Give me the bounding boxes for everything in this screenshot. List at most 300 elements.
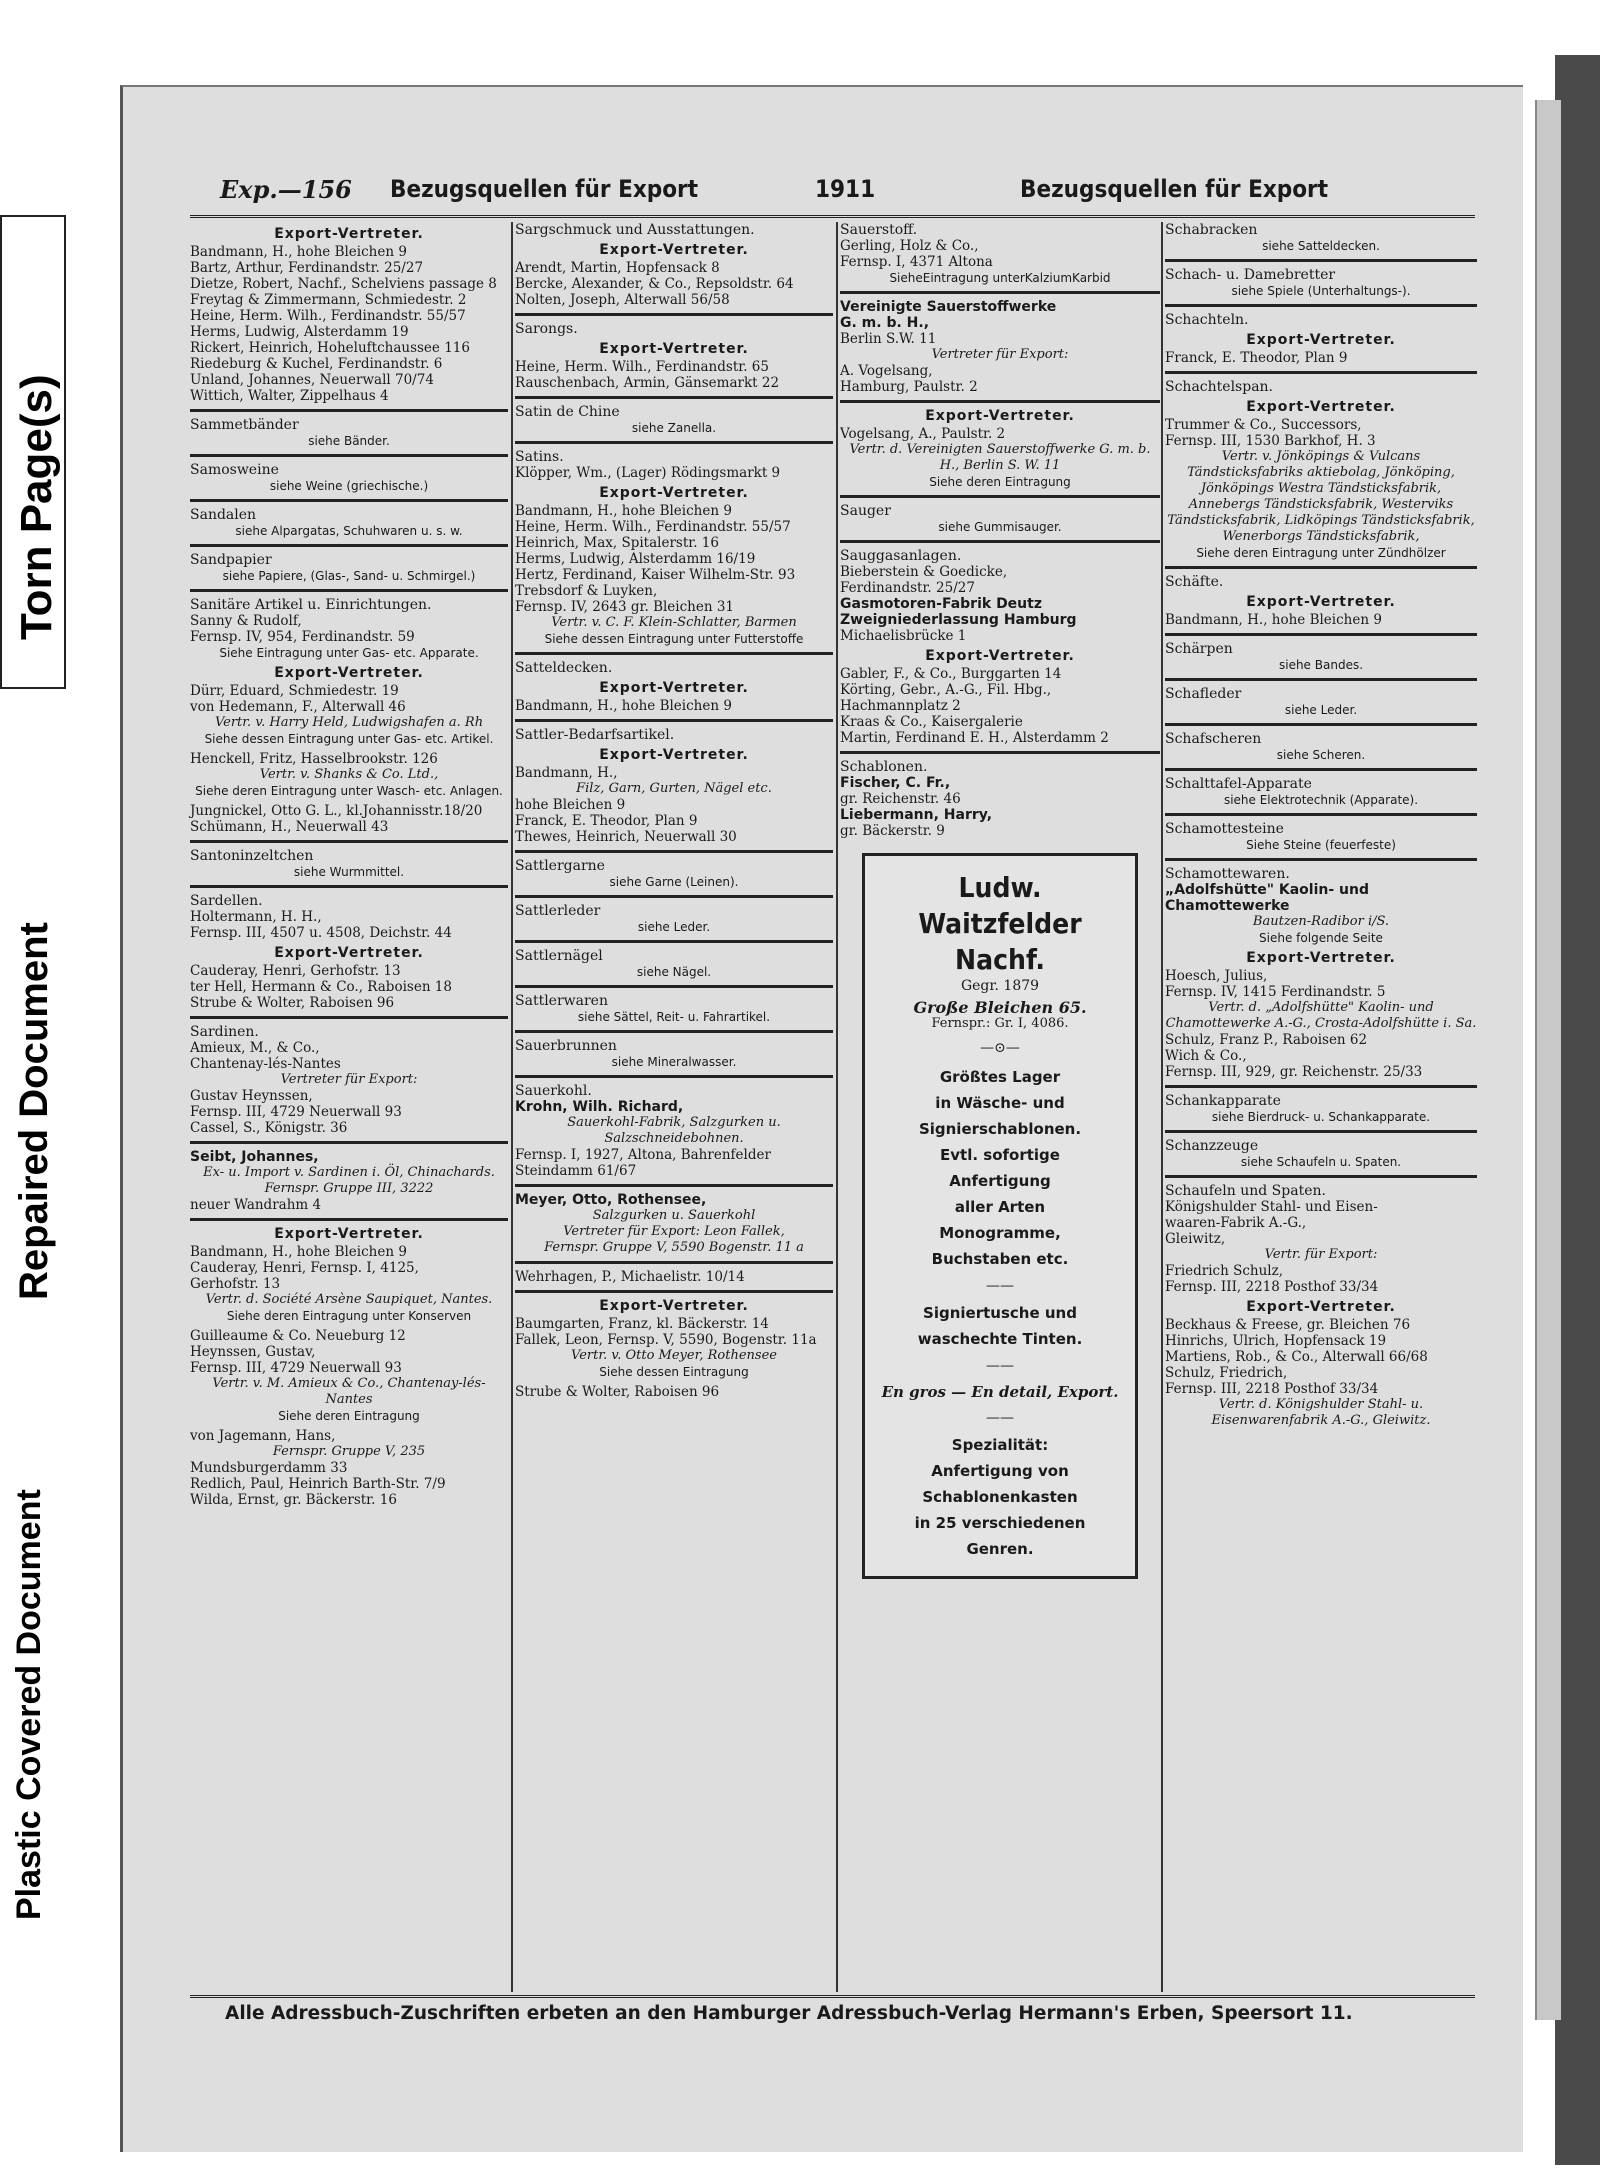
entry-line: Schulz, Franz P., Raboisen 62 [1165,1032,1368,1048]
section-divider [190,589,508,592]
ad-line: waschechte Tinten. [917,1330,1083,1348]
see-reference: siehe Garne (Leinen). [609,875,739,889]
subsection-heading: Schankapparate [1165,1093,1281,1109]
entry-line: Nolten, Joseph, Alterwall 56/58 [515,292,730,308]
ad-line: Anfertigung von [931,1462,1069,1480]
entry-note: Vertreter für Export: [931,347,1069,362]
entry-line: Sanny & Rudolf, [190,613,302,629]
entry-line: Martiens, Rob., & Co., Alterwall 66/68 [1165,1349,1428,1365]
company-name: Liebermann, Harry, [840,807,993,823]
section-divider [190,454,508,457]
entry-line: Dürr, Eduard, Schmiedestr. 19 [190,683,399,699]
entry-line: Amieux, M., & Co., [190,1040,320,1056]
see-reference: SieheEintragung unterKalziumKarbid [889,271,1111,285]
entry-line: Cassel, S., Königstr. 36 [190,1120,348,1136]
entry-line: Fernsp. III, 929, gr. Reichenstr. 25/33 [1165,1064,1423,1080]
section-divider [515,985,833,988]
section-divider [840,751,1160,754]
entry-line: Schulz, Friedrich, [1165,1365,1288,1381]
entry-line: Herms, Ludwig, Alsterdamm 19 [190,324,409,340]
ad-line: Spezialität: [951,1436,1049,1454]
section-divider [1165,858,1477,861]
entry-line: Strube & Wolter, Raboisen 96 [190,995,395,1011]
export-vertreter-label: Export-Vertreter. [274,226,424,242]
entry-line: Rauschenbach, Armin, Gänsemarkt 22 [515,375,780,391]
section-divider [190,544,508,547]
see-reference: Siehe Eintragung unter Gas- etc. Apparate. [219,646,479,660]
column-divider [511,222,513,1992]
entry-line: Fernsp. IV, 954, Ferdinandstr. 59 [190,629,415,645]
entry-line: Michaelisbrücke 1 [840,628,967,644]
entry-line: Riedeburg & Kuchel, Ferdinandstr. 6 [190,356,443,372]
export-vertreter-label: Export-Vertreter. [1246,594,1396,610]
see-reference: Siehe deren Eintragung unter Wasch- etc. Anlagen. [195,784,503,798]
section-heading: Schäfte. [1165,574,1224,590]
subsection-heading: Schafleder [1165,686,1242,702]
company-name: Fischer, C. Fr., [840,775,951,791]
see-reference: siehe Leder. [1284,703,1358,717]
entry-line: A. Vogelsang, [840,363,933,379]
entry-line: Fernsp. IV, 2643 gr. Bleichen 31 [515,599,735,615]
see-reference: siehe Satteldecken. [1262,239,1380,253]
section-divider [515,895,833,898]
see-reference: siehe Weine (griechische.) [269,479,429,493]
torn-pages-label: Torn Page(s) [12,374,61,640]
entry-line: Bercke, Alexander, & Co., Repsoldstr. 64 [515,276,794,292]
waitzfelder-advertisement: Ludw. Waitzfelder Nachf. Gegr. 1879 Große Bleichen 65. Fernspr.: Gr. I, 4086. —⊙— Größtes Lager in Wäsche- und Signierschablonen. Evtl. sofortige Anfertigung aller Arten Monogramme, Buchstaben etc. —— Signiertusche und waschechte Tinten. —— En gros — En detail, Export. —— Spezialität: Anfertigung von Schablonenkasten in 25 verschiedenen Genren. [862,853,1138,1579]
see-reference: siehe Spiele (Unterhaltungs-). [1231,284,1411,298]
section-heading: Satins. [515,449,564,465]
entry-note: Fernspr. Gruppe V, 235 [272,1444,426,1459]
entry-line: Gustav Heynssen, [190,1088,313,1104]
export-vertreter-label: Export-Vertreter. [599,242,749,258]
entry-line: Königshulder Stahl- und Eisen- [1165,1199,1378,1215]
subsection-heading: Schamottesteine [1165,821,1284,837]
section-divider [515,313,833,316]
entry-line: Klöpper, Wm., (Lager) Rödingsmarkt 9 [515,465,781,481]
entry-line: Friedrich Schulz, [1165,1263,1284,1279]
entry-line: Bieberstein & Goedicke, [840,564,1008,580]
entry-line: Fernsp. III, 2218 Posthof 33/34 [1165,1279,1379,1295]
section-divider [1165,1130,1477,1133]
column-divider [1161,222,1163,1992]
company-name: Chamottewerke [1165,898,1290,914]
ad-line: Evtl. sofortige [940,1146,1060,1164]
section-divider [190,840,508,843]
entry-line: Gleiwitz, [1165,1231,1226,1247]
entry-note: Salzgurken u. Sauerkohl [592,1208,756,1223]
entry-line: Jungnickel, Otto G. L., kl.Johannisstr.18/20 [190,803,483,819]
subsection-heading: Sauger [840,503,891,519]
export-vertreter-label: Export-Vertreter. [599,1298,749,1314]
section-heading: Schamottewaren. [1165,866,1290,882]
ad-line: aller Arten [954,1198,1046,1216]
entry-line: Körting, Gebr., A.-G., Fil. Hbg., [840,682,1052,698]
subsection-heading: Sattlerleder [515,903,601,919]
entry-note: Vertr. v. Harry Held, Ludwigshafen a. Rh [214,715,484,730]
see-reference: Siehe deren Eintragung unter Konserven [226,1309,472,1323]
see-reference: siehe Zanella. [631,421,717,435]
entry-line: Wehrhagen, P., Michaelistr. 10/14 [515,1269,745,1285]
section-heading: Sarongs. [515,321,578,337]
entry-note: Vertr. v. Shanks & Co. Ltd., [259,767,439,782]
entry-line: Fernsp. III, 4507 u. 4508, Deichstr. 44 [190,925,452,941]
see-reference: siehe Gummisauger. [938,520,1062,534]
column-2 [515,222,833,1400]
see-reference: siehe Alpargatas, Schuhwaren u. s. w. [235,524,463,538]
ad-line: in 25 verschiedenen [914,1514,1086,1532]
ad-phone: Fernspr.: Gr. I, 4086. [931,1016,1069,1031]
repaired-document-label: Repaired Document [12,922,56,1300]
section-divider [190,1218,508,1221]
section-heading: Schaufeln und Spaten. [1165,1183,1326,1199]
entry-line: Unland, Johannes, Neuerwall 70/74 [190,372,434,388]
section-divider [515,396,833,399]
ad-founded: Gegr. 1879 [960,978,1040,994]
export-vertreter-label: Export-Vertreter. [599,341,749,357]
section-divider [840,291,1160,294]
entry-line: Herms, Ludwig, Alsterdamm 16/19 [515,551,756,567]
entry-line: ter Hell, Hermann & Co., Raboisen 18 [190,979,452,995]
section-divider [190,499,508,502]
ad-line: Buchstaben etc. [931,1250,1069,1268]
see-reference: siehe Mineralwasser. [611,1055,737,1069]
entry-line: hohe Bleichen 9 [515,797,626,813]
entry-line: Arendt, Martin, Hopfensack 8 [515,260,720,276]
section-divider [515,441,833,444]
subsection-heading: Schalttafel-Apparate [1165,776,1312,792]
section-heading: Sanitäre Artikel u. Einrichtungen. [190,597,432,613]
entry-line: Berlin S.W. 11 [840,331,937,347]
section-divider [1165,768,1477,771]
entry-line: Bandmann, H., hohe Bleichen 9 [515,503,732,519]
entry-line: Franck, E. Theodor, Plan 9 [515,813,698,829]
subsection-heading: Samosweine [190,462,279,478]
see-reference: Siehe deren Eintragung unter Zündhölzer [1196,546,1446,560]
entry-note: Vertr. für Export: [1264,1247,1378,1262]
section-divider [515,719,833,722]
section-divider [840,540,1160,543]
ad-line: Signierschablonen. [918,1120,1082,1138]
section-divider [840,400,1160,403]
page-footer: Alle Adressbuch-Zuschriften erbeten an den Hamburger Adressbuch-Verlag Hermann's Erben, Speersort 11. [225,2003,1353,2024]
company-name: Vereinigte Sauerstoffwerke [840,299,1057,315]
entry-line: Hachmannplatz 2 [840,698,961,714]
entry-line: Fernsp. III, 2218 Posthof 33/34 [1165,1381,1379,1397]
section-divider [190,885,508,888]
entry-line: Fernsp. I, 4371 Altona [840,254,993,270]
entry-line: Rickert, Heinrich, Hoheluftchaussee 116 [190,340,470,356]
ad-line: in Wäsche- und [935,1094,1065,1112]
export-vertreter-label: Export-Vertreter. [925,408,1075,424]
section-divider [1165,723,1477,726]
entry-note: Bautzen-Radibor i/S. [1252,914,1390,929]
company-name: Krohn, Wilh. Richard, [515,1099,684,1115]
entry-line: Gerhofstr. 13 [190,1276,281,1292]
section-divider [1165,304,1477,307]
section-heading: Sargschmuck und Ausstattungen. [515,222,755,238]
entry-line: Bandmann, H., hohe Bleichen 9 [515,698,732,714]
entry-line: waaren-Fabrik A.-G., [1165,1215,1307,1231]
section-divider [1165,633,1477,636]
entry-note: Vertreter für Export: [280,1072,418,1087]
entry-line: gr. Bäckerstr. 9 [840,823,945,839]
export-vertreter-label: Export-Vertreter. [274,665,424,681]
entry-line: Trummer & Co., Successors, [1165,417,1362,433]
entry-note: Vertr. v. Otto Meyer, Rothensee [571,1348,777,1363]
subsection-heading: Sattlergarne [515,858,605,874]
section-divider [515,1030,833,1033]
entry-line: Heine, Herm. Wilh., Ferdinandstr. 55/57 [190,308,466,324]
company-name: Zweigniederlassung Hamburg [840,612,1077,628]
entry-note: Vertr. v. Jönköpings & Vulcans Tändsticksfabriks aktiebolag, Jönköping, [1187,449,1455,480]
entry-line: Franck, E. Theodor, Plan 9 [1165,350,1348,366]
entry-line: Hamburg, Paulstr. 2 [840,379,978,395]
see-reference: siehe Elektrotechnik (Apparate). [1223,793,1419,807]
entry-line: Wilda, Ernst, gr. Bäckerstr. 16 [190,1492,397,1508]
section-divider [190,409,508,412]
section-heading: Satteldecken. [515,660,613,676]
subsection-heading: Satin de Chine [515,404,620,420]
section-divider [515,652,833,655]
column-1 [190,222,508,1508]
ad-address: Große Bleichen 65. [913,998,1087,1017]
ad-line: Genren. [966,1540,1034,1558]
subsection-heading: Schafscheren [1165,731,1262,747]
entry-note: Ex- u. Import v. Sardinen i. Öl, Chinachards. [203,1165,495,1180]
subsection-heading: Schach- u. Damebretter [1165,267,1336,283]
export-vertreter-label: Export-Vertreter. [274,1226,424,1242]
header-title-left: Bezugsquellen für Export [390,175,699,203]
subsection-heading: Schärpen [1165,641,1233,657]
ad-line: Signiertusche und [923,1304,1077,1322]
column-4 [1165,222,1477,1429]
entry-line: Fernsp. III, 4729 Neuerwall 93 [190,1104,402,1120]
entry-line: Bandmann, H., [515,765,618,781]
ad-line: Größtes Lager [939,1068,1061,1086]
see-reference: siehe Leder. [637,920,711,934]
entry-line: Fallek, Leon, Fernsp. V, 5590, Bogenstr. 11a [515,1332,817,1348]
entry-line: Beckhaus & Freese, gr. Bleichen 76 [1165,1317,1411,1333]
section-divider [1165,566,1477,569]
ad-line: Monogramme, [939,1224,1061,1242]
entry-line: Gerling, Holz & Co., [840,238,979,254]
entry-note: Vertr. d. Vereinigten Sauerstoffwerke G. m. b. H., Berlin S. W. 11 [849,442,1151,473]
section-divider [190,1141,508,1144]
entry-line: Bandmann, H., hohe Bleichen 9 [1165,612,1382,628]
section-heading: Schachtelspan. [1165,379,1274,395]
export-vertreter-label: Export-Vertreter. [1246,332,1396,348]
entry-line: Fernsp. I, 1927, Altona, Bahrenfelder [515,1147,771,1163]
see-reference: Siehe deren Eintragung [929,475,1071,489]
see-reference: siehe Bierdruck- u. Schankapparate. [1211,1110,1431,1124]
entry-line: Wich & Co., [1165,1048,1247,1064]
company-name: G. m. b. H., [840,315,930,331]
see-reference: siehe Sättel, Reit- u. Fahrartikel. [577,1010,771,1024]
entry-line: Strube & Wolter, Raboisen 96 [515,1384,720,1400]
entry-line: Guilleaume & Co. Neueburg 12 [190,1328,406,1344]
entry-line: Henckell, Fritz, Hasselbrookstr. 126 [190,751,438,767]
subsection-heading: Sandalen [190,507,257,523]
section-heading: Schablonen. [840,759,928,775]
export-vertreter-label: Export-Vertreter. [1246,950,1396,966]
entry-line: Heine, Herm. Wilh., Ferdinandstr. 65 [515,359,769,375]
entry-note: Fernspr. Gruppe III, 3222 [264,1181,434,1196]
entry-line: Hinrichs, Ulrich, Hopfensack 19 [1165,1333,1387,1349]
entry-line: Bandmann, H., hohe Bleichen 9 [190,244,407,260]
entry-note: Vertr. v. C. F. Klein-Schlatter, Barmen [551,615,797,630]
entry-line: Bartz, Arthur, Ferdinandstr. 25/27 [190,260,424,276]
section-heading: Sardinen. [190,1024,259,1040]
next-page-edge [1535,100,1561,2020]
section-divider [515,850,833,853]
export-vertreter-label: Export-Vertreter. [925,648,1075,664]
subsection-heading: Sattlernägel [515,948,603,964]
subsection-heading: Schanzzeuge [1165,1138,1259,1154]
section-divider [515,1290,833,1293]
subsection-heading: Sattlerwaren [515,993,608,1009]
subsection-heading: Santoninzeltchen [190,848,314,864]
entry-line: Vogelsang, A., Paulstr. 2 [840,426,1006,442]
entry-line: Fernsp. III, 1530 Barkhof, H. 3 [1165,433,1376,449]
see-reference: Siehe dessen Eintragung [599,1365,749,1379]
ad-ornament: —⊙— [980,1040,1020,1056]
header-title-right: Bezugsquellen für Export [1020,175,1329,203]
section-divider [515,1184,833,1187]
entry-note: Vertreter für Export: Leon Fallek, [563,1224,785,1239]
see-reference: siehe Papiere, (Glas-, Sand- u. Schmirgel.) [222,569,476,583]
plastic-covered-label: Plastic Covered Document [10,1489,48,1920]
company-name: „Adolfshütte" Kaolin- und [1165,882,1369,898]
see-reference: Siehe folgende Seite [1259,931,1383,945]
entry-line: Thewes, Heinrich, Neuerwall 30 [515,829,737,845]
entry-line: Cauderay, Henri, Gerhofstr. 13 [190,963,401,979]
section-divider [515,940,833,943]
entry-line: Heinrich, Max, Spitalerstr. 16 [515,535,719,551]
section-heading: Sattler-Bedarfsartikel. [515,727,675,743]
ad-company-name: Ludw. Waitzfelder Nachf. [918,871,1082,976]
entry-line: Heine, Herm. Wilh., Ferdinandstr. 55/57 [515,519,791,535]
section-divider [1165,1085,1477,1088]
export-vertreter-label: Export-Vertreter. [599,747,749,763]
entry-line: Heynssen, Gustav, [190,1344,316,1360]
entry-line: Freytag & Zimmermann, Schmiedestr. 2 [190,292,467,308]
entry-note: Jönköpings Westra Tändsticksfabrik, Annebergs Tändsticksfabrik, Westerviks Tändsticksfabrik, Lidköpings Tändsticksfabrik, Wenerborgs Tändsticksfabrik, [1167,481,1475,544]
see-reference: siehe Wurmmittel. [293,865,405,879]
export-vertreter-label: Export-Vertreter. [1246,1299,1396,1315]
entry-note: Filz, Garn, Gurten, Nägel etc. [576,781,772,796]
entry-line: Ferdinandstr. 25/27 [840,580,975,596]
entry-line: Trebsdorf & Luyken, [515,583,658,599]
export-vertreter-label: Export-Vertreter. [1246,399,1396,415]
export-vertreter-label: Export-Vertreter. [274,945,424,961]
entry-line: Steindamm 61/67 [515,1163,637,1179]
entry-line: Fernsp. III, 4729 Neuerwall 93 [190,1360,402,1376]
subsection-heading: Sandpapier [190,552,272,568]
export-vertreter-label: Export-Vertreter. [599,485,749,501]
entry-note: Sauerkohl-Fabrik, Salzgurken u. Salzschneidebohnen. [567,1115,781,1146]
section-divider [515,1075,833,1078]
header-year: 1911 [815,175,876,203]
page-header [220,175,1470,215]
entry-note: Vertr. d. „Adolfshütte" Kaolin- und Chamottewerke A.-G., Crosta-Adolfshütte i. Sa. [1165,1000,1477,1031]
section-divider [1165,259,1477,262]
entry-note: Vertr. d. Société Arsène Saupiquet, Nantes. [205,1292,493,1307]
company-name: Meyer, Otto, Rothensee, [515,1192,707,1208]
ad-line: Schablonenkasten [922,1488,1078,1506]
entry-line: Mundsburgerdamm 33 [190,1460,348,1476]
entry-line: neuer Wandrahm 4 [190,1197,322,1213]
entry-note: Fernspr. Gruppe V, 5590 Bogenstr. 11 a [544,1240,804,1255]
column-3 [840,222,1160,1579]
section-divider [1165,371,1477,374]
subsection-heading: Sammetbänder [190,417,299,433]
see-reference: Siehe dessen Eintragung unter Futterstoffe [544,632,804,646]
footer-rule [190,1995,1475,1998]
entry-line: Fernsp. IV, 1415 Ferdinandstr. 5 [1165,984,1386,1000]
subsection-heading: Schabracken [1165,222,1258,238]
entry-line: von Jagemann, Hans, [190,1428,336,1444]
entry-note: Vertr. d. Königshulder Stahl- u. Eisenwarenfabrik A.-G., Gleiwitz. [1211,1397,1431,1428]
entry-line: Cauderay, Henri, Fernsp. I, 4125, [190,1260,419,1276]
entry-line: Gabler, F., & Co., Burggarten 14 [840,666,1062,682]
entry-line: Bandmann, H., hohe Bleichen 9 [190,1244,407,1260]
see-reference: Siehe Steine (feuerfeste) [1246,838,1396,852]
see-reference: Siehe deren Eintragung [278,1409,420,1423]
entry-line: Martin, Ferdinand E. H., Alsterdamm 2 [840,730,1109,746]
entry-line: Hertz, Ferdinand, Kaiser Wilhelm-Str. 93 [515,567,796,583]
section-heading: Schachteln. [1165,312,1249,328]
entry-line: Dietze, Robert, Nachf., Schelviens passage 8 [190,276,497,292]
see-reference: siehe Bänder. [308,434,390,448]
subsection-heading: Sauerbrunnen [515,1038,617,1054]
entry-line: Holtermann, H. H., [190,909,322,925]
see-reference: siehe Nägel. [636,965,712,979]
entry-line: Chantenay-lés-Nantes [190,1056,341,1072]
header-rule [190,215,1475,218]
section-heading: Sauggasanlagen. [840,548,962,564]
export-vertreter-label: Export-Vertreter. [599,680,749,696]
see-reference: siehe Scheren. [1276,748,1366,762]
section-divider [840,495,1160,498]
see-reference: Siehe dessen Eintragung unter Gas- etc. Artikel. [204,732,494,746]
section-heading: Sauerstoff. [840,222,918,238]
section-divider [1165,678,1477,681]
entry-line: Hoesch, Julius, [1165,968,1268,984]
column-divider [836,222,838,1992]
section-divider [190,1016,508,1019]
section-divider [515,1261,833,1264]
company-name: Gasmotoren-Fabrik Deutz [840,596,1042,612]
section-divider [1165,1175,1477,1178]
entry-line: Kraas & Co., Kaisergalerie [840,714,1023,730]
see-reference: siehe Bandes. [1278,658,1364,672]
page-number: Exp.—156 [220,175,352,204]
entry-line: von Hedemann, F., Alterwall 46 [190,699,406,715]
section-heading: Sardellen. [190,893,263,909]
scan-edge [1555,55,1600,2165]
company-name: Seibt, Johannes, [190,1149,319,1165]
ad-trade: En gros — En detail, Export. [881,1383,1119,1401]
ad-line: Anfertigung [949,1172,1051,1190]
entry-note: Vertr. v. M. Amieux & Co., Chantenay-lés-Nantes [212,1376,486,1407]
section-heading: Sauerkohl. [515,1083,592,1099]
entry-line: Baumgarten, Franz, kl. Bäckerstr. 14 [515,1316,769,1332]
see-reference: siehe Schaufeln u. Spaten. [1240,1155,1402,1169]
section-divider [1165,813,1477,816]
entry-line: Redlich, Paul, Heinrich Barth-Str. 7/9 [190,1476,446,1492]
entry-line: Schümann, H., Neuerwall 43 [190,819,389,835]
